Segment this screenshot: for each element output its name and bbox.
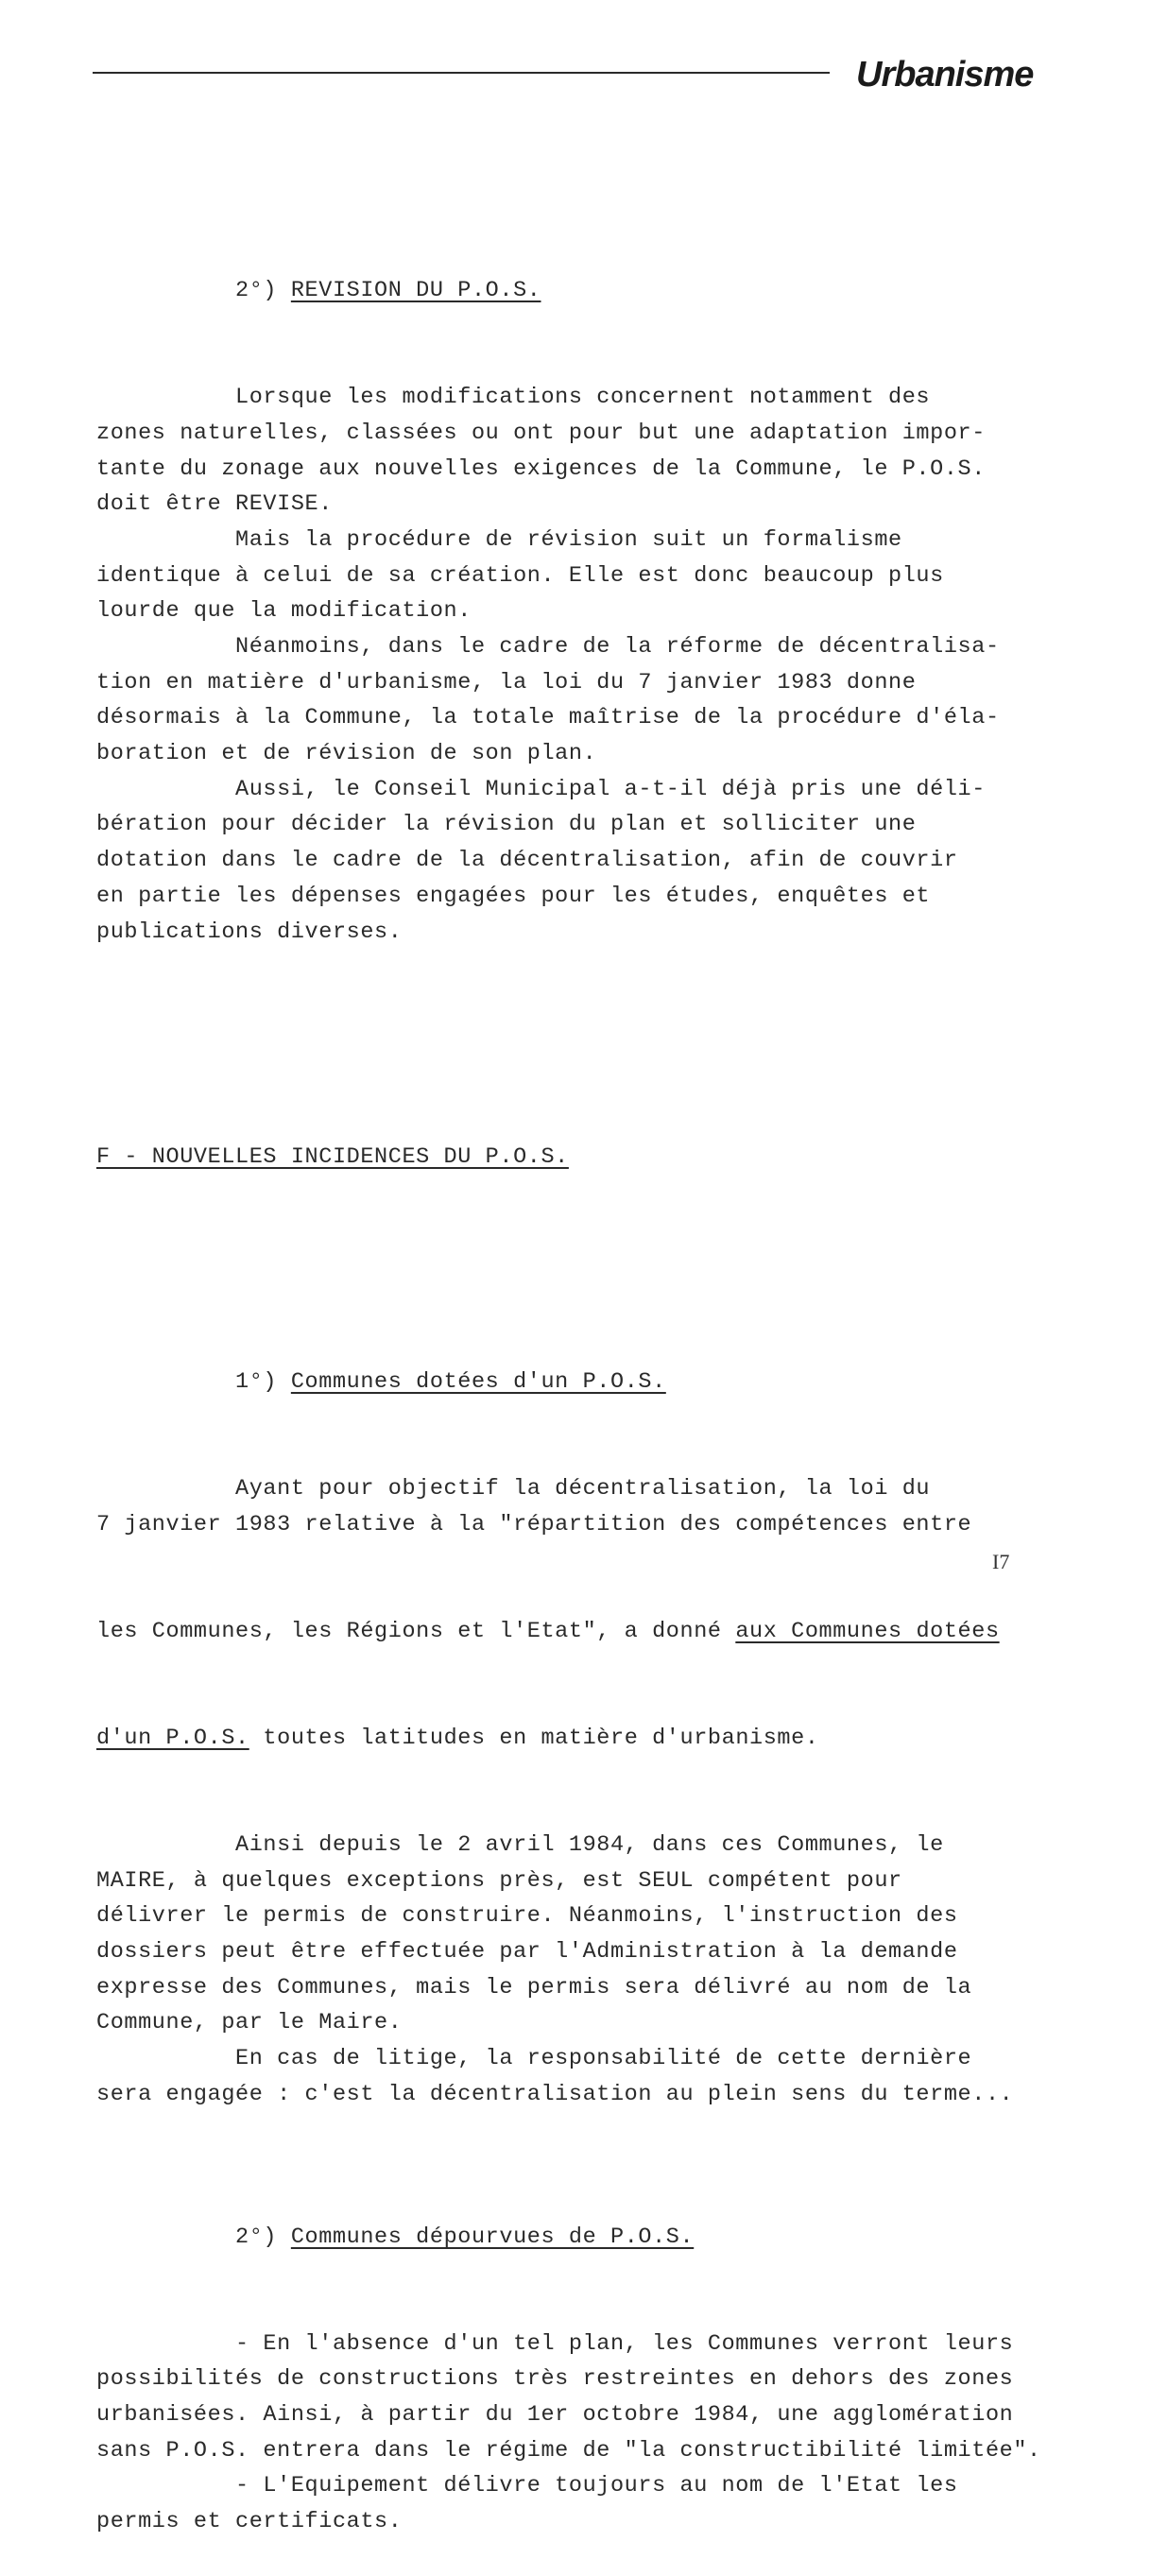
text-line: zones naturelles, classées ou ont pour but une adaptation impor- — [96, 420, 986, 446]
text-line: bération pour décider la révision du plan et solliciter une — [96, 812, 917, 838]
page-number: I7 — [992, 1550, 1010, 1573]
text-line: tante du zonage aux nouvelles exigences de la Commune, le P.O.S. — [96, 455, 986, 482]
communes-depourvues-number: 2°) — [235, 2224, 291, 2250]
communes-dotees-paragraphs — [96, 1828, 1098, 2113]
section-f-heading — [96, 1140, 1098, 1176]
communes-depourvues-heading — [96, 2220, 1098, 2256]
text-line: identique à celui de sa création. Elle est donc beaucoup plus — [96, 562, 944, 589]
text-line: dossiers peut être effectuée par l'Administration à la demande — [96, 1939, 958, 1966]
communes-dotees-intro — [96, 1471, 1098, 1542]
text-line: 7 janvier 1983 relative à la "répartition des compétences entre — [96, 1511, 972, 1537]
communes-dotees-title: Communes dotées d'un P.O.S. — [290, 1368, 666, 1395]
revision-paragraphs — [96, 380, 1098, 950]
text-line: en partie les dépenses engagées pour les études, enquêtes et — [96, 883, 931, 909]
text-line: Lorsque les modifications concernent notamment des — [96, 385, 931, 411]
communes-dotees-heading — [96, 1365, 1098, 1400]
text-line: MAIRE, à quelques exceptions près, est SEUL compétent pour — [96, 1867, 902, 1894]
text-line: Néanmoins, dans le cadre de la réforme de décentralisa- — [96, 634, 1000, 661]
header-rule — [93, 72, 830, 74]
text-line: lourde que la modification. — [96, 598, 472, 625]
revision-number: 2°) — [235, 278, 291, 304]
communes-dotees-underlined-line-2: d'un P.O.S. toutes latitudes en matière d'urbanisme. — [96, 1725, 819, 1751]
text-line: possibilités de constructions très restreintes en dehors des zones — [96, 2366, 1014, 2393]
communes-dotees-number: 1°) — [235, 1368, 291, 1395]
text-line: permis et certificats. — [96, 2509, 403, 2535]
text-line: désormais à la Commune, la totale maîtrise de la procédure d'éla- — [96, 705, 1000, 731]
text-line: Commune, par le Maire. — [96, 2010, 403, 2036]
document-body — [96, 166, 1098, 2576]
text-line: sans P.O.S. entrera dans le régime de "la constructibilité limitée". — [96, 2437, 1041, 2464]
text-line: dotation dans le cadre de la décentralisation, afin de couvrir — [96, 848, 958, 874]
section-f-title: F - NOUVELLES INCIDENCES DU P.O.S. — [96, 1143, 569, 1170]
revision-heading — [96, 273, 1098, 309]
text-line: tion en matière d'urbanisme, la loi du 7 janvier 1983 donne — [96, 669, 917, 696]
text-line: doit être REVISE. — [96, 491, 333, 518]
text-line: publications diverses. — [96, 919, 403, 945]
revision-title: REVISION DU P.O.S. — [290, 278, 541, 304]
communes-dotees-underlined-line-1: les Communes, les Régions et l'Etat", a donné aux Communes dotées — [96, 1618, 1000, 1644]
text-line: Mais la procédure de révision suit un formalisme — [96, 526, 902, 553]
text-line: boration et de révision de son plan. — [96, 741, 597, 767]
text-line: Aussi, le Conseil Municipal a-t-il déjà pris une déli- — [96, 776, 986, 802]
text-line: - L'Equipement délivre toujours au nom de l'Etat les — [96, 2473, 958, 2499]
text-line: urbanisées. Ainsi, à partir du 1er octobre 1984, une agglomération — [96, 2402, 1014, 2429]
text-line: Ainsi depuis le 2 avril 1984, dans ces Communes, le — [96, 1831, 944, 1858]
text-line: En cas de litige, la responsabilité de cette dernière — [96, 2046, 972, 2072]
text-line: sera engagée : c'est la décentralisation au plein sens du terme... — [96, 2081, 1014, 2107]
page-header-title: Urbanisme — [856, 55, 1034, 94]
communes-depourvues-paragraphs — [96, 2327, 1098, 2540]
text-line: expresse des Communes, mais le permis sera délivré au nom de la — [96, 1974, 972, 2001]
text-line: délivrer le permis de construire. Néanmoins, l'instruction des — [96, 1903, 958, 1930]
communes-depourvues-title: Communes dépourvues de P.O.S. — [290, 2224, 695, 2250]
text-line: Ayant pour objectif la décentralisation, la loi du — [96, 1476, 931, 1503]
text-line: - En l'absence d'un tel plan, les Communes verront leurs — [96, 2330, 1014, 2357]
